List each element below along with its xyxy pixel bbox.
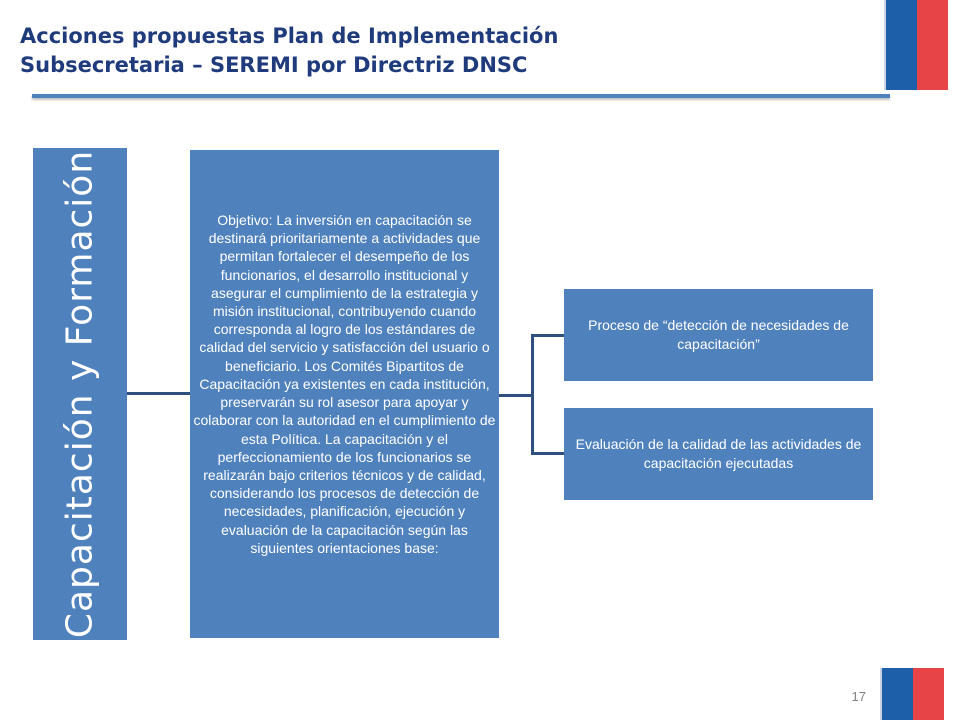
flag-blue-stripe (886, 0, 917, 90)
slide-title-line-1: Acciones propuestas Plan de Implementación (20, 24, 559, 48)
page-number: 17 (851, 689, 866, 704)
flag-red-stripe (913, 668, 944, 720)
objective-node-text: Objetivo: La inversión en capacitación se destinará prioritariamente a actividades que permitan fortalecer el desempeño de los funcionarios, el desarrollo institucional y asegurar el cumplimiento de la estrategia y misión institucional, contribuyendo cuando corresponda al logro de los estándares de calidad del servicio y satisfacción del usuario o beneficiario. Los Comités Bipartitos de Capacitación ya existentes en cada institución, preservarán su rol asesor para apoyar y colaborar con la autoridad en el cumplimiento de esta Política. La capacitación y el perfeccionamiento de los funcionarios se realizarán bajo criterios técnicos y de calidad, considerando los procesos de detección de necesidades, planificación, ejecución y evaluación de la capacitación según las siguientes orientaciones base: (193, 212, 496, 556)
root-node-label: Capacitación y Formación (59, 149, 101, 639)
branch-node-label: Proceso de “detección de necesidades de capacitación” (588, 317, 849, 352)
branch-node-label: Evaluación de la calidad de las actividades de capacitación ejecutadas (575, 436, 862, 471)
connector-branch-vertical (531, 334, 534, 455)
objective-node-box (190, 150, 499, 638)
flag-red-stripe (917, 0, 948, 90)
branch-node-quality-evaluation (564, 408, 873, 500)
connector-branch-2 (531, 452, 564, 455)
connector-branch-1 (531, 334, 564, 337)
chile-flag-logo-top (884, 0, 948, 90)
connector-root-to-objective (127, 392, 190, 395)
chile-flag-logo-bottom (880, 668, 944, 720)
slide-title-line-2: Subsecretaria – SEREMI por Directriz DNSC (20, 53, 528, 77)
branch-node-needs-detection (564, 289, 873, 381)
title-underline (32, 94, 890, 98)
connector-objective-stem (499, 394, 533, 397)
slide-title (20, 22, 860, 80)
flag-blue-stripe (882, 668, 913, 720)
root-node-box (33, 148, 127, 640)
